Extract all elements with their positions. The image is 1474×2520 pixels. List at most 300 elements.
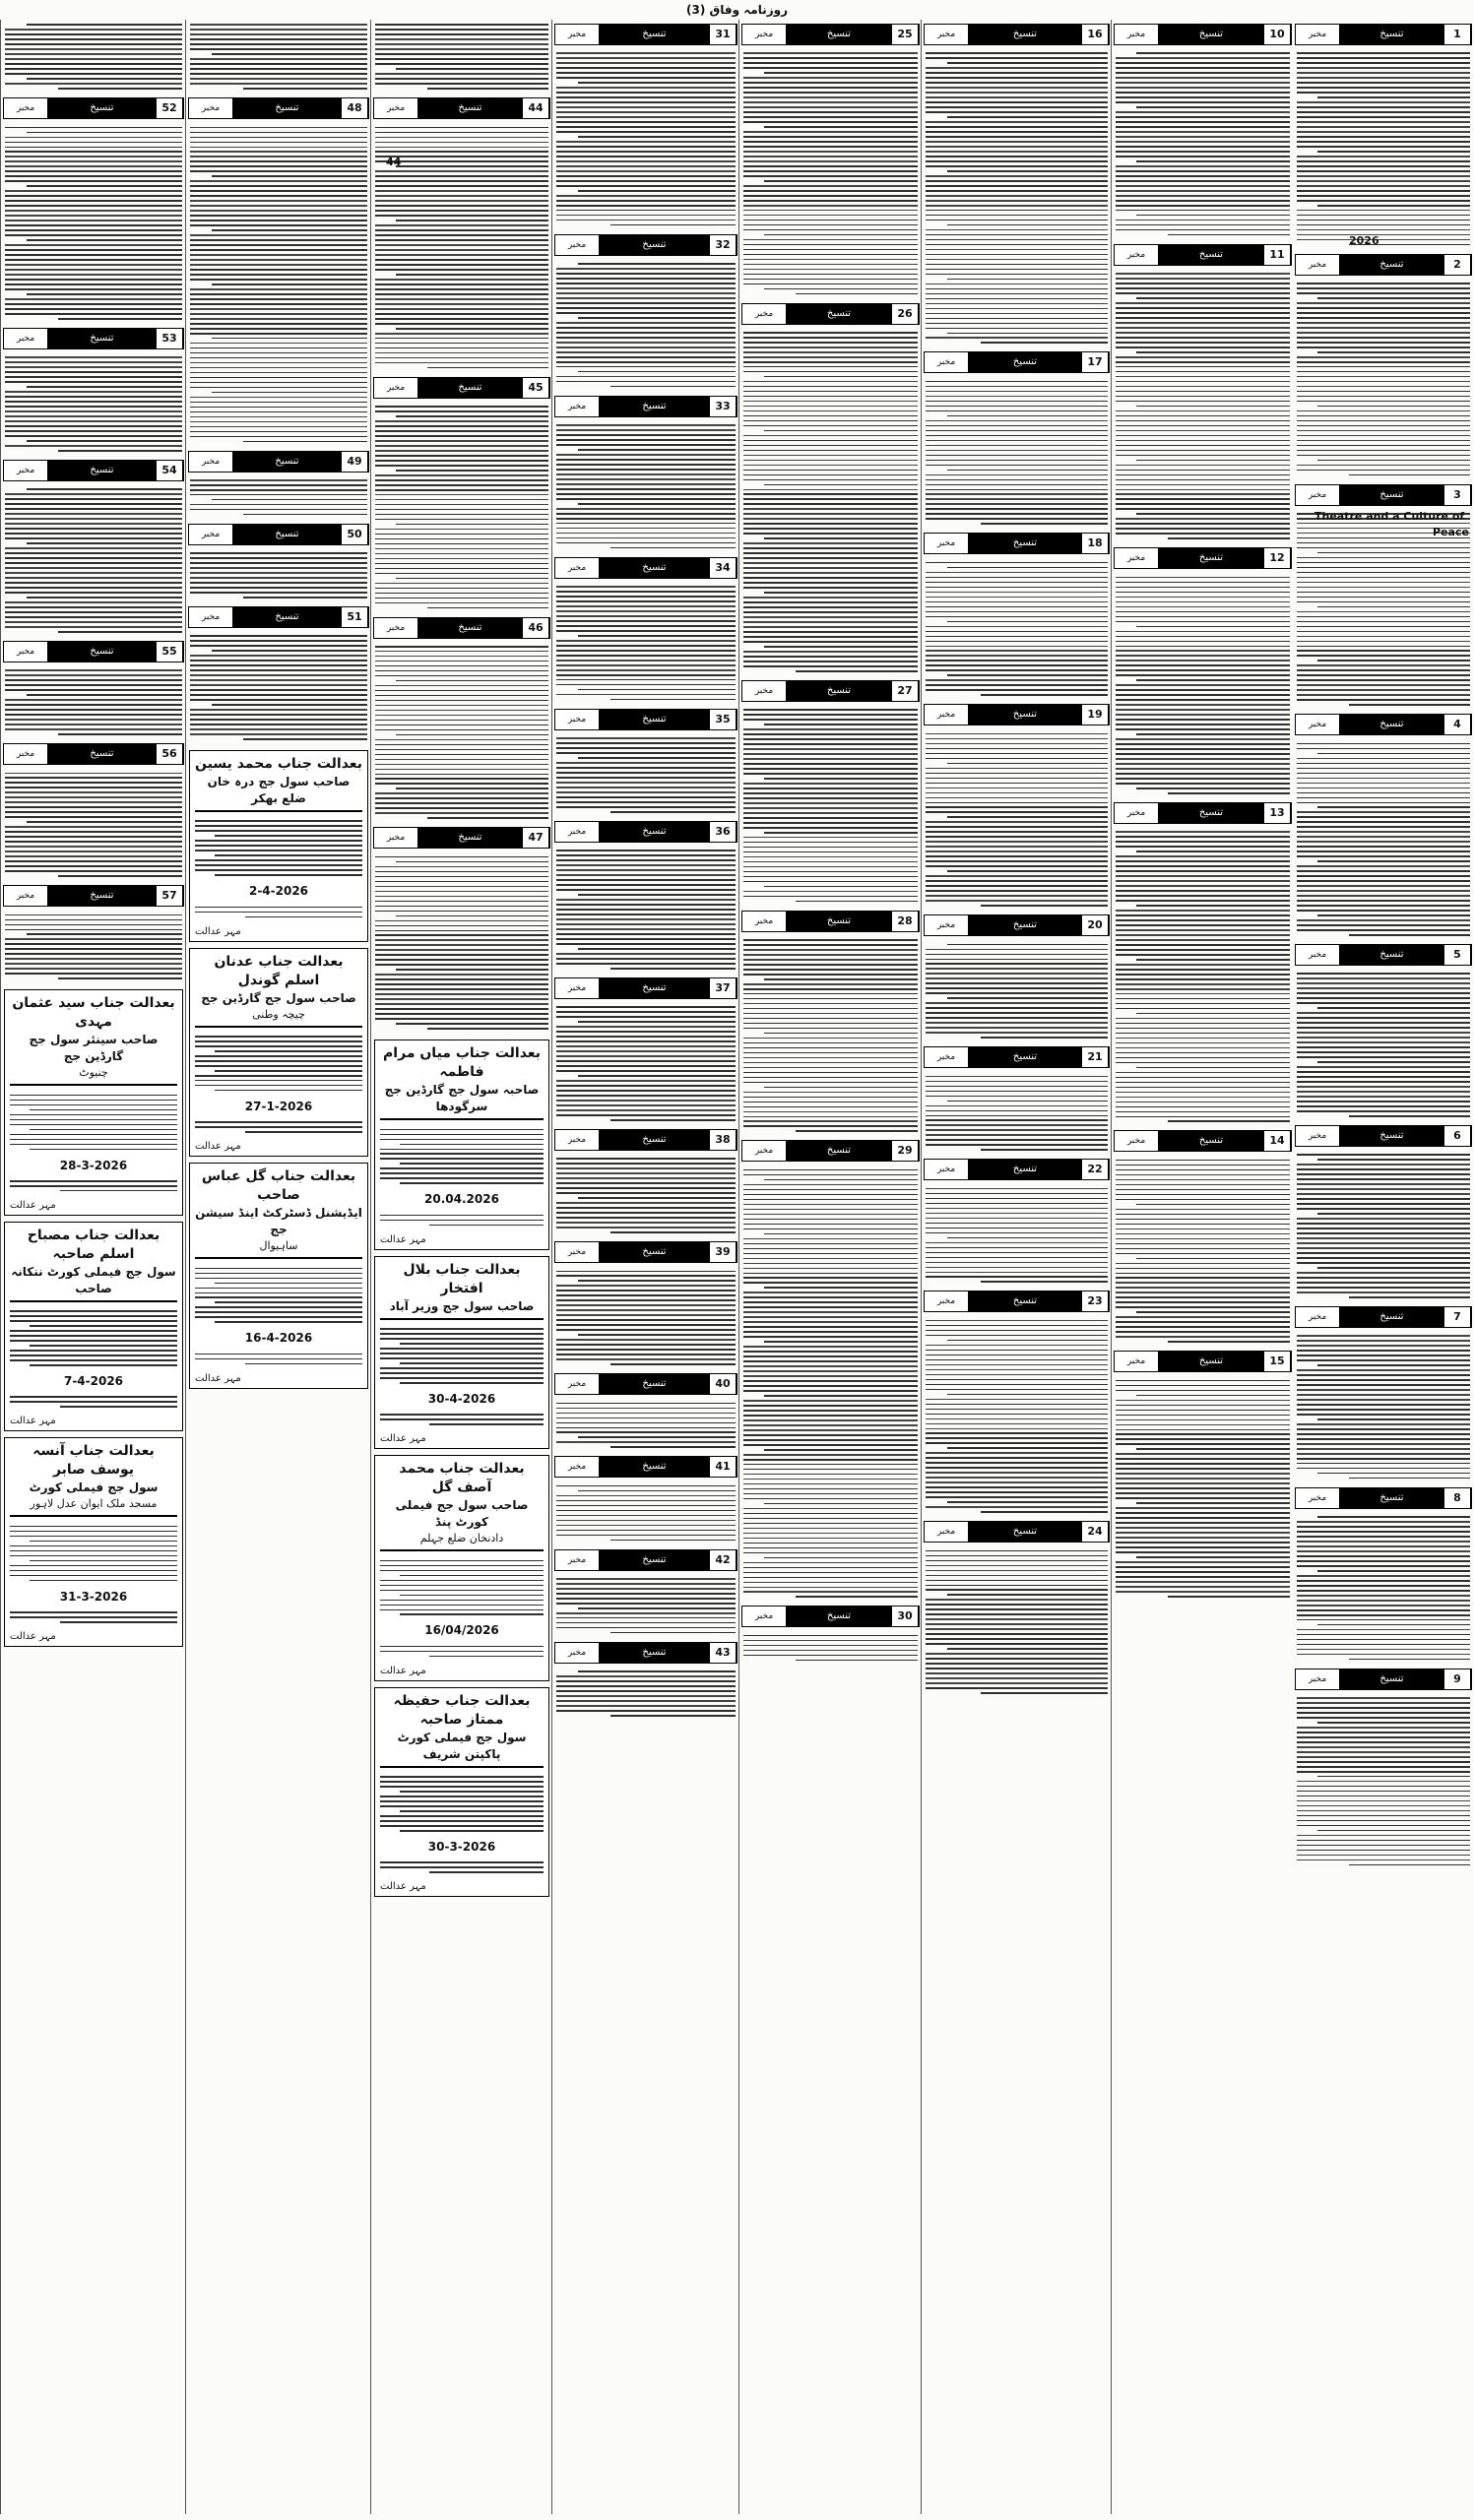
court-body-tail bbox=[10, 1606, 177, 1628]
notice-header-bar: تنسیخ bbox=[232, 525, 342, 544]
notice-header-label: مخبر bbox=[555, 1374, 599, 1394]
notice-body bbox=[186, 548, 371, 602]
notice-header-label: مخبر bbox=[925, 1292, 968, 1311]
court-body-tail bbox=[195, 901, 362, 922]
notice-number: 48 bbox=[342, 98, 368, 118]
notice-body bbox=[1, 910, 186, 983]
court-place: چنیوٹ bbox=[79, 1066, 108, 1080]
court-hearing-date: 27-1-2026 bbox=[244, 1099, 313, 1113]
notice-header-label: مخبر bbox=[1296, 945, 1339, 965]
notice-header-bar: تنسیخ bbox=[599, 1550, 710, 1570]
notice-body bbox=[552, 1002, 739, 1125]
divider bbox=[195, 1257, 362, 1259]
court-subtitle: ایڈیشنل ڈسٹرکٹ اینڈ سیشن جج bbox=[195, 1206, 362, 1237]
notice-header-bar: تنسیخ bbox=[47, 98, 157, 118]
notice-body bbox=[922, 557, 1112, 700]
court-notice bbox=[4, 989, 183, 1216]
notice-number: 12 bbox=[1264, 548, 1291, 568]
notice-header bbox=[3, 328, 184, 349]
notice-header-bar: تنسیخ bbox=[599, 1643, 710, 1663]
notice-header-bar: تنسیخ bbox=[786, 912, 892, 931]
notice-header bbox=[1295, 1669, 1472, 1690]
notice-number: 16 bbox=[1082, 25, 1109, 44]
notice-header-bar: تنسیخ bbox=[968, 25, 1082, 44]
court-title: بعدالت جناب گل عباس صاحب bbox=[201, 1168, 356, 1204]
notice-header bbox=[1114, 547, 1292, 569]
notice-number: 31 bbox=[710, 25, 737, 44]
notice-body bbox=[186, 475, 371, 520]
notice-body bbox=[739, 48, 922, 299]
notice-number: 57 bbox=[157, 886, 183, 906]
court-body bbox=[195, 1031, 362, 1097]
court-seal-label: مہر عدالت bbox=[10, 1630, 56, 1642]
notice-header bbox=[3, 885, 184, 907]
english-text-peace: Peace bbox=[1433, 526, 1469, 538]
notice-header-label: مخبر bbox=[555, 1643, 599, 1663]
notice-body bbox=[739, 328, 922, 676]
notice-body bbox=[371, 402, 552, 613]
notice-number: 17 bbox=[1082, 352, 1109, 372]
court-seal-label: مہر عدالت bbox=[380, 1233, 426, 1245]
notice-number: 34 bbox=[710, 558, 737, 578]
divider bbox=[380, 1766, 544, 1768]
notice-number: 27 bbox=[892, 681, 919, 701]
notice-header bbox=[924, 704, 1110, 725]
notice-header-label: مخبر bbox=[555, 1242, 599, 1262]
notice-header-bar: تنسیخ bbox=[968, 705, 1082, 724]
notice-header bbox=[924, 1291, 1110, 1312]
notice-header-bar: تنسیخ bbox=[599, 235, 710, 255]
notice-number: 13 bbox=[1264, 803, 1291, 823]
notice-header-label: مخبر bbox=[742, 912, 786, 931]
notice-header-label: مخبر bbox=[1296, 1670, 1339, 1689]
divider bbox=[195, 1026, 362, 1028]
notice-header-bar: تنسیخ bbox=[1158, 803, 1264, 823]
notice-number: 19 bbox=[1082, 705, 1109, 724]
notice-header-bar: تنسیخ bbox=[786, 304, 892, 324]
notice-body bbox=[922, 1545, 1112, 1698]
court-notice bbox=[374, 1040, 549, 1250]
notice-header-bar: تنسیخ bbox=[599, 397, 710, 416]
notice-header-bar: تنسیخ bbox=[47, 461, 157, 480]
notice-header bbox=[1114, 1351, 1292, 1372]
notice-header bbox=[554, 396, 737, 417]
notice-header-label: مخبر bbox=[4, 98, 47, 118]
notice-header-bar: تنسیخ bbox=[1339, 1126, 1444, 1146]
court-body-tail bbox=[10, 1175, 177, 1197]
notice-header bbox=[3, 460, 184, 481]
notice-header-bar: تنسیخ bbox=[47, 642, 157, 662]
notice-body bbox=[1112, 269, 1294, 544]
notice-number: 2 bbox=[1444, 255, 1471, 275]
notice-header-label: مخبر bbox=[555, 25, 599, 44]
notice-header bbox=[188, 97, 369, 119]
notice-header-label: مخبر bbox=[4, 886, 47, 906]
notice-number: 26 bbox=[892, 304, 919, 324]
notice-body bbox=[1112, 827, 1294, 1126]
notice-body bbox=[552, 259, 739, 392]
notice-header-label: مخبر bbox=[189, 452, 232, 472]
notice-header-label: مخبر bbox=[925, 352, 968, 372]
notice-header bbox=[1295, 24, 1472, 45]
notice-header-label: مخبر bbox=[1296, 255, 1339, 275]
notice-header-bar: تنسیخ bbox=[232, 452, 342, 472]
court-place: مسجد ملک ایوان عدل لاہور bbox=[30, 1497, 158, 1511]
notice-header bbox=[741, 303, 920, 325]
notice-header-bar: تنسیخ bbox=[1158, 25, 1264, 44]
notice-number: 18 bbox=[1082, 534, 1109, 553]
notice-number: 37 bbox=[710, 978, 737, 998]
column-3 bbox=[921, 20, 1112, 2514]
notice-number: 45 bbox=[523, 378, 549, 398]
notice-header-bar: تنسیخ bbox=[786, 25, 892, 44]
notice-number: 39 bbox=[710, 1242, 737, 1262]
notice-body bbox=[1, 665, 186, 739]
notice-header-bar: تنسیخ bbox=[1339, 255, 1444, 275]
court-body-tail bbox=[195, 1348, 362, 1369]
notice-header-label: مخبر bbox=[1296, 1307, 1339, 1327]
notice-body bbox=[922, 48, 1112, 347]
notice-body bbox=[1, 20, 186, 94]
notice-header bbox=[741, 911, 920, 932]
notice-body bbox=[552, 846, 739, 974]
notice-number: 40 bbox=[710, 1374, 737, 1394]
notice-header-bar: تنسیخ bbox=[1158, 245, 1264, 265]
court-notice bbox=[189, 948, 368, 1158]
notice-header-label: مخبر bbox=[189, 525, 232, 544]
notice-header-label: مخبر bbox=[925, 705, 968, 724]
divider bbox=[10, 1084, 177, 1086]
court-body bbox=[195, 815, 362, 881]
notice-body bbox=[739, 705, 922, 907]
notice-header-label: مخبر bbox=[925, 1522, 968, 1542]
court-title: بعدالت جناب حفیظہ ممتاز صاحبہ bbox=[393, 1692, 531, 1728]
notice-header-label: مخبر bbox=[555, 978, 599, 998]
notice-header bbox=[741, 24, 920, 45]
notice-number: 35 bbox=[710, 710, 737, 729]
notice-header-bar: تنسیخ bbox=[968, 915, 1082, 935]
notice-header-bar: تنسیخ bbox=[417, 378, 523, 398]
notice-header-bar: تنسیخ bbox=[968, 1522, 1082, 1542]
notice-body bbox=[922, 1183, 1112, 1287]
notice-header-label: مخبر bbox=[1115, 245, 1158, 265]
court-body bbox=[195, 1262, 362, 1328]
english-text-fragment: Theatre and a Culture of bbox=[1314, 510, 1465, 523]
notice-header-bar: تنسیخ bbox=[1158, 548, 1264, 568]
notice-header-label: مخبر bbox=[4, 329, 47, 348]
court-place: ساہیوال bbox=[259, 1239, 298, 1253]
notice-header bbox=[924, 24, 1110, 45]
notice-header bbox=[554, 1373, 737, 1395]
notice-number: 5 bbox=[1444, 945, 1471, 965]
notice-body bbox=[1293, 1693, 1474, 1870]
notice-body bbox=[1, 352, 186, 456]
column-2 bbox=[1111, 20, 1294, 2514]
notice-number: 8 bbox=[1444, 1488, 1471, 1508]
notice-body bbox=[1112, 1375, 1294, 1602]
court-hearing-date: 30-4-2026 bbox=[427, 1391, 496, 1406]
notice-body bbox=[739, 1630, 922, 1665]
court-body-tail bbox=[195, 1116, 362, 1138]
notice-header-label: مخبر bbox=[1115, 1352, 1158, 1371]
notice-header-bar: تنسیخ bbox=[1339, 1670, 1444, 1689]
notice-body bbox=[1112, 1155, 1294, 1347]
court-body-tail bbox=[380, 1209, 544, 1230]
masthead-title: روزنامہ وفاق (3) bbox=[686, 3, 788, 17]
notice-header bbox=[924, 1159, 1110, 1180]
notice-header-label: مخبر bbox=[1115, 25, 1158, 44]
notice-body bbox=[1293, 969, 1474, 1121]
notice-header-bar: تنسیخ bbox=[599, 978, 710, 998]
court-body-tail bbox=[380, 1409, 544, 1430]
notice-header-label: مخبر bbox=[555, 397, 599, 416]
notice-body bbox=[739, 935, 922, 1137]
court-body bbox=[380, 1554, 544, 1620]
court-notice bbox=[374, 1687, 549, 1898]
court-subtitle: سول جج فیملی کورٹ bbox=[29, 1480, 159, 1495]
notice-header-bar: تنسیخ bbox=[47, 329, 157, 348]
court-body-tail bbox=[380, 1640, 544, 1662]
court-seal-label: مہر عدالت bbox=[10, 1199, 56, 1211]
court-hearing-date: 2-4-2026 bbox=[248, 884, 309, 899]
notice-header bbox=[554, 1241, 737, 1263]
court-title: بعدالت جناب آنسہ یوسف صابر bbox=[32, 1443, 155, 1479]
notice-header-label: مخبر bbox=[374, 98, 417, 118]
notice-number: 3 bbox=[1444, 485, 1471, 505]
notice-body bbox=[1293, 1150, 1474, 1302]
notice-number: 20 bbox=[1082, 915, 1109, 935]
notice-header bbox=[554, 709, 737, 730]
notice-body bbox=[371, 851, 552, 1034]
court-hearing-date: 16-4-2026 bbox=[244, 1331, 313, 1346]
notice-header-label: مخبر bbox=[925, 25, 968, 44]
court-body bbox=[380, 1323, 544, 1389]
notice-header bbox=[373, 827, 550, 849]
notice-body bbox=[1293, 48, 1474, 250]
notice-body bbox=[1112, 48, 1294, 240]
divider bbox=[380, 1318, 544, 1320]
notice-header-bar: تنسیخ bbox=[968, 352, 1082, 372]
notice-number: 38 bbox=[710, 1130, 737, 1150]
notice-header-label: مخبر bbox=[555, 235, 599, 255]
notice-header bbox=[924, 914, 1110, 936]
notice-header-label: مخبر bbox=[555, 822, 599, 842]
court-title: بعدالت جناب سید عثمان مہدی bbox=[12, 995, 175, 1031]
divider bbox=[380, 1549, 544, 1551]
court-subtitle: صاحب سول جج درہ خان ضلع بھکر bbox=[207, 775, 351, 806]
divider bbox=[195, 810, 362, 812]
court-place: دادنخان ضلع جہلم bbox=[419, 1532, 504, 1545]
notice-number: 50 bbox=[342, 525, 368, 544]
column-1 bbox=[1293, 20, 1474, 2514]
notice-body bbox=[922, 1071, 1112, 1155]
notice-header bbox=[554, 24, 737, 45]
notice-header-label: مخبر bbox=[742, 1141, 786, 1161]
notice-header bbox=[554, 234, 737, 256]
notice-header-label: مخبر bbox=[555, 1130, 599, 1150]
notice-header-bar: تنسیخ bbox=[599, 710, 710, 729]
notice-header bbox=[1114, 244, 1292, 266]
notice-body bbox=[552, 1574, 739, 1638]
court-body bbox=[380, 1771, 544, 1837]
notice-body bbox=[922, 728, 1112, 911]
notice-body bbox=[552, 48, 739, 230]
notice-header-label: مخبر bbox=[1115, 548, 1158, 568]
notice-header bbox=[741, 1140, 920, 1162]
notice-header bbox=[1295, 944, 1472, 966]
notice-header-label: مخبر bbox=[1296, 25, 1339, 44]
notice-number: 7 bbox=[1444, 1307, 1471, 1327]
notice-number: 10 bbox=[1264, 25, 1291, 44]
notice-number: 43 bbox=[710, 1643, 737, 1663]
court-place: چیچہ وطنی bbox=[252, 1007, 305, 1021]
notice-number: 51 bbox=[342, 607, 368, 627]
notice-header-label: مخبر bbox=[555, 710, 599, 729]
notice-header bbox=[924, 533, 1110, 554]
court-hearing-date: 20.04.2026 bbox=[424, 1192, 499, 1207]
notice-body bbox=[739, 1165, 922, 1602]
notice-body bbox=[552, 1154, 739, 1237]
notice-header-label: مخبر bbox=[1115, 1131, 1158, 1151]
notice-header-label: مخبر bbox=[1296, 1488, 1339, 1508]
notice-header-bar: تنسیخ bbox=[232, 98, 342, 118]
notice-header bbox=[1295, 1125, 1472, 1147]
notice-body bbox=[1, 122, 186, 324]
notice-body bbox=[371, 20, 552, 94]
court-body bbox=[10, 1305, 177, 1371]
column-6 bbox=[370, 20, 552, 2514]
notice-header bbox=[554, 1642, 737, 1664]
notice-header bbox=[188, 524, 369, 545]
court-seal-label: مہر عدالت bbox=[380, 1665, 426, 1676]
notice-header bbox=[373, 617, 550, 639]
column-8 bbox=[0, 20, 186, 2514]
notice-header-bar: تنسیخ bbox=[599, 25, 710, 44]
column-7 bbox=[185, 20, 371, 2514]
notice-number: 44 bbox=[523, 98, 549, 118]
notice-header-label: مخبر bbox=[374, 618, 417, 638]
notice-body bbox=[552, 1480, 739, 1544]
column-5 bbox=[551, 20, 739, 2514]
notice-body bbox=[186, 122, 371, 446]
notice-header bbox=[1295, 1487, 1472, 1509]
notice-body bbox=[552, 733, 739, 817]
notice-header bbox=[1114, 1130, 1292, 1152]
court-seal-label: مہر عدالت bbox=[380, 1881, 426, 1893]
notice-number: 36 bbox=[710, 822, 737, 842]
notice-header bbox=[554, 977, 737, 999]
notice-header-bar: تنسیخ bbox=[1339, 1307, 1444, 1327]
notice-header bbox=[554, 557, 737, 579]
court-subtitle: صاحب سول جج فیملی کورٹ پنڈ bbox=[395, 1498, 529, 1530]
court-notice bbox=[189, 1163, 368, 1389]
notice-header bbox=[554, 1549, 737, 1571]
notice-header-bar: تنسیخ bbox=[417, 98, 523, 118]
notice-header bbox=[924, 1521, 1110, 1543]
divider bbox=[10, 1300, 177, 1302]
court-hearing-date: 31-3-2026 bbox=[59, 1589, 128, 1604]
notice-header bbox=[1295, 484, 1472, 506]
notice-header-bar: تنسیخ bbox=[1158, 1352, 1264, 1371]
notice-number: 47 bbox=[523, 828, 549, 848]
court-notice bbox=[4, 1222, 183, 1432]
court-seal-label: مہر عدالت bbox=[195, 925, 241, 937]
divider bbox=[10, 1515, 177, 1517]
notice-number: 30 bbox=[892, 1606, 919, 1626]
notice-body bbox=[1293, 509, 1474, 711]
notice-header bbox=[188, 606, 369, 628]
notice-header-label: مخبر bbox=[1296, 715, 1339, 734]
notice-header-label: مخبر bbox=[925, 1160, 968, 1179]
notice-number: 4 bbox=[1444, 715, 1471, 734]
notice-header bbox=[741, 680, 920, 702]
court-title: بعدالت جناب محمد آصف گل bbox=[399, 1461, 525, 1496]
court-body bbox=[10, 1520, 177, 1586]
notice-header-bar: تنسیخ bbox=[786, 1141, 892, 1161]
notice-header-bar: تنسیخ bbox=[1339, 25, 1444, 44]
notice-header-label: مخبر bbox=[1115, 803, 1158, 823]
notice-number: 54 bbox=[157, 461, 183, 480]
notice-header-label: مخبر bbox=[555, 1457, 599, 1477]
notice-header-bar: تنسیخ bbox=[968, 1160, 1082, 1179]
notice-header-label: مخبر bbox=[742, 681, 786, 701]
notice-body bbox=[1112, 572, 1294, 798]
court-subtitle: صاحب سول جج گارڈین جج bbox=[201, 990, 356, 1005]
notice-header bbox=[1295, 254, 1472, 276]
notice-header-label: مخبر bbox=[374, 378, 417, 398]
notice-header-bar: تنسیخ bbox=[599, 822, 710, 842]
court-hearing-date: 28-3-2026 bbox=[59, 1158, 128, 1172]
notice-header bbox=[1114, 24, 1292, 45]
notice-header-label: مخبر bbox=[4, 642, 47, 662]
notice-header-bar: تنسیخ bbox=[599, 1130, 710, 1150]
notice-header bbox=[1295, 714, 1472, 735]
notice-header bbox=[1114, 802, 1292, 824]
notice-body bbox=[552, 582, 739, 705]
notice-number: 1 bbox=[1444, 25, 1471, 44]
notice-header-bar: تنسیخ bbox=[599, 1374, 710, 1394]
notice-number: 24 bbox=[1082, 1522, 1109, 1542]
notice-header-bar: تنسیخ bbox=[417, 618, 523, 638]
court-title: بعدالت جناب محمد یسین bbox=[195, 756, 362, 773]
notice-header-label: مخبر bbox=[742, 25, 786, 44]
notice-body bbox=[922, 1315, 1112, 1517]
notice-number: 22 bbox=[1082, 1160, 1109, 1179]
notice-header-bar: تنسیخ bbox=[1339, 715, 1444, 734]
notice-header-bar: تنسیخ bbox=[232, 607, 342, 627]
notice-number: 29 bbox=[892, 1141, 919, 1161]
court-body-tail bbox=[380, 1857, 544, 1878]
notice-body bbox=[1293, 1512, 1474, 1665]
notice-header-label: مخبر bbox=[925, 534, 968, 553]
notice-header-label: مخبر bbox=[374, 828, 417, 848]
notice-body bbox=[186, 631, 371, 744]
column-4 bbox=[738, 20, 922, 2514]
notice-header bbox=[924, 351, 1110, 373]
court-body bbox=[380, 1123, 544, 1189]
court-subtitle: سول جج فیملی کورٹ ننکانہ صاحب bbox=[11, 1264, 176, 1295]
court-seal-label: مہر عدالت bbox=[195, 1372, 241, 1384]
notice-number: 49 bbox=[342, 452, 368, 472]
notice-header bbox=[3, 641, 184, 662]
divider bbox=[380, 1118, 544, 1120]
court-title: بعدالت جناب بلال افتخار bbox=[403, 1261, 521, 1296]
notice-number: 32 bbox=[710, 235, 737, 255]
notice-header-label: مخبر bbox=[1296, 485, 1339, 505]
court-hearing-date: 7-4-2026 bbox=[63, 1374, 124, 1389]
court-seal-label: مہر عدالت bbox=[195, 1141, 241, 1153]
notice-header bbox=[554, 821, 737, 843]
